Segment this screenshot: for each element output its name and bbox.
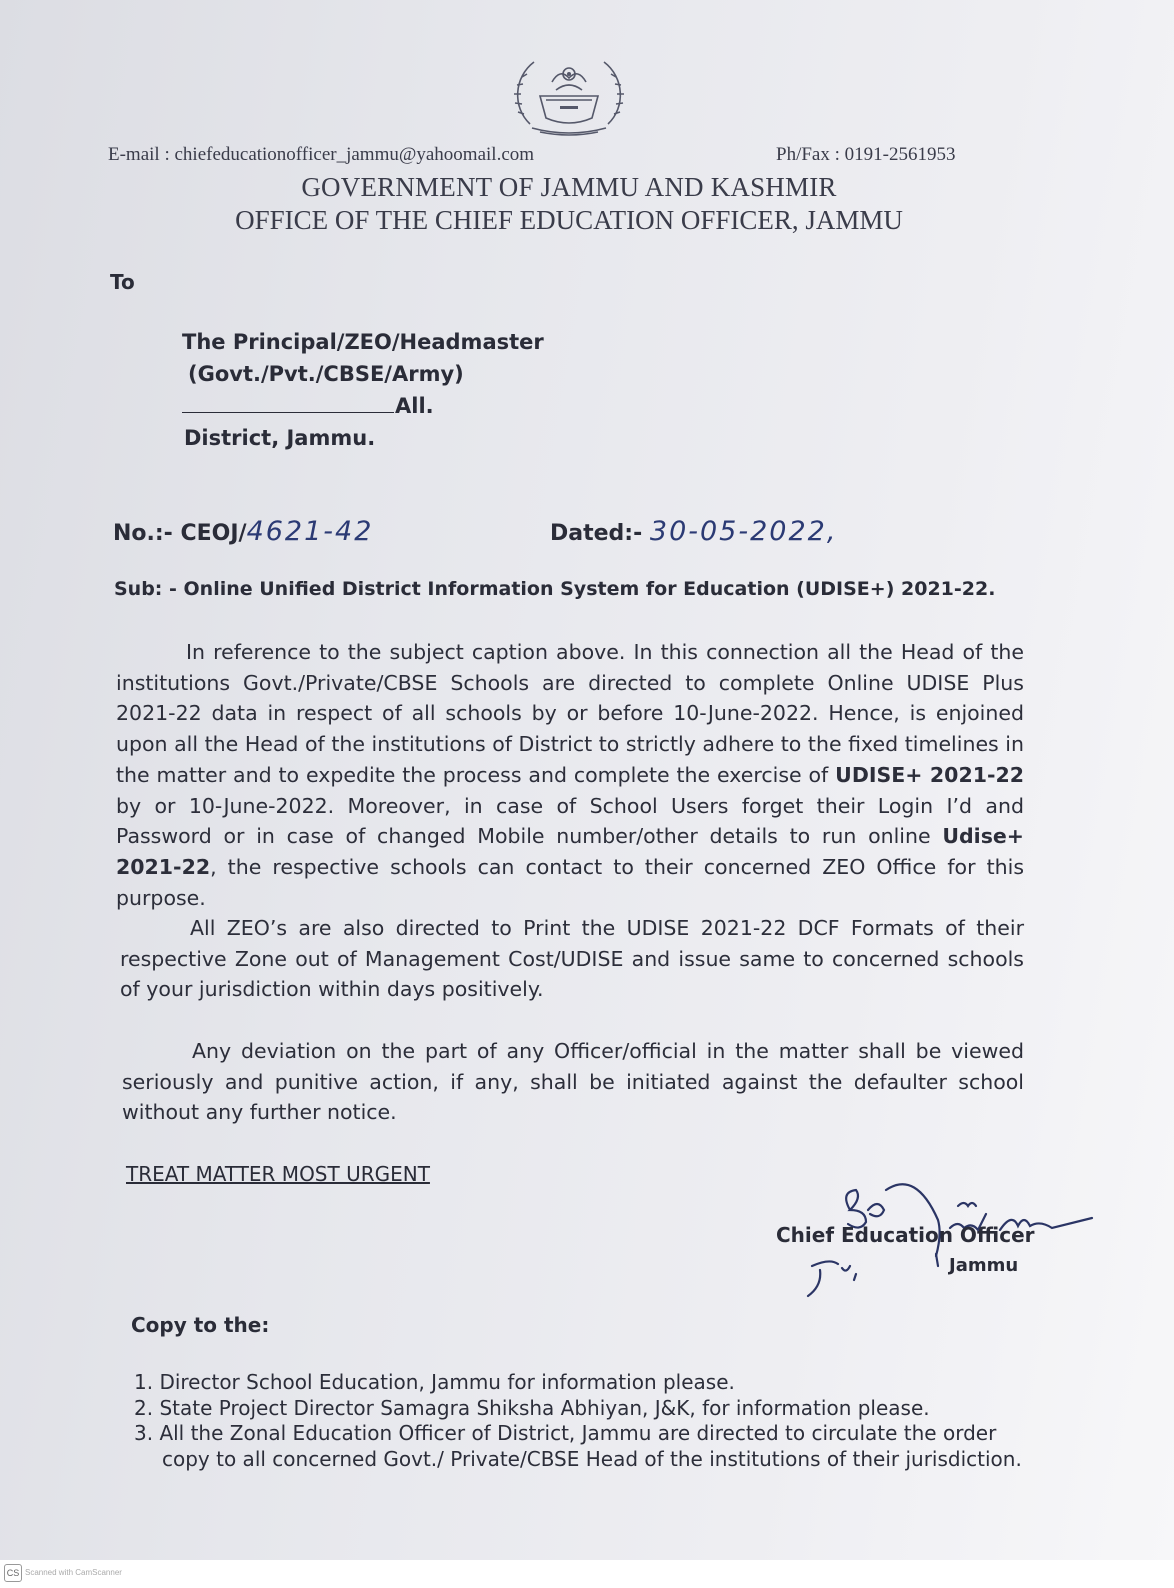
list-item: copy to all concerned Govt./ Private/CBSE Head of the institutions of their jurisdiction.: [162, 1446, 1022, 1471]
body-paragraph-1: [116, 637, 1024, 913]
phone-fax-text: Ph/Fax : 0191-2561953: [776, 144, 956, 165]
p1-text-a: In reference to the subject caption above. In this connection all the Head of the institutions Govt./Private/CBSE Schools are directed to complete Online UDISE Plus 2021-22 data in respect of all schools by or before 10-June-2022. Hence, is enjoined upon all the Head of the institutions of District to strictly adhere to the fixed timelines in the matter and to expedite the process and complete the exercise of: [116, 640, 1024, 787]
addressee-all-text: All.: [395, 394, 434, 418]
p3-text: Any deviation on the part of any Officer/official in the matter shall be viewed seriously and punitive action, if any, shall be initiated against the defaulter school without any further notice.: [122, 1039, 1024, 1125]
signatory-title: Chief Education Officer: [776, 1223, 1035, 1247]
list-item: 1. Director School Education, Jammu for information please.: [134, 1370, 735, 1394]
addressee-line-3: [182, 394, 434, 418]
blank-line: [182, 394, 394, 413]
p1-bold-udise: UDISE+ 2021-22: [835, 762, 1025, 787]
email-text: E-mail : chiefeducationofficer_jammu@yahoomail.com: [108, 144, 535, 165]
scanner-footer-text: Scanned with CamScanner: [25, 1568, 122, 1577]
body-paragraph-2: [120, 913, 1024, 1005]
signatory-place: Jammu: [949, 1255, 1019, 1276]
reference-number-handwritten: 4621-42: [246, 516, 374, 547]
copy-to-heading: Copy to the:: [131, 1313, 270, 1337]
list-item: 3. All the Zonal Education Officer of District, Jammu are directed to circulate the order: [134, 1421, 997, 1445]
date-label: Dated:-: [550, 521, 643, 546]
body-paragraph-3: [122, 1036, 1024, 1128]
p1-bold-udise-2: Udise+ 2021-22: [116, 824, 1024, 879]
list-item: 2. State Project Director Samagra Shiksha Abhiyan, J&K, for information please.: [134, 1395, 930, 1420]
reference-number: [113, 516, 373, 547]
p1-text-e: , the respective schools can contact to their concerned ZEO Office for this purpose.: [116, 854, 1024, 910]
addressee-line-2: (Govt./Pvt./CBSE/Army): [188, 362, 464, 386]
addressee-line-1: The Principal/ZEO/Headmaster: [182, 330, 544, 354]
copy-to-list: [134, 1370, 1022, 1472]
date-handwritten: 30-05-2022,: [649, 516, 838, 547]
addressee-line-4: District, Jammu.: [184, 426, 376, 450]
camscanner-logo-icon: CS: [4, 1564, 22, 1582]
to-label: To: [110, 270, 135, 294]
state-emblem-icon: [510, 52, 628, 136]
government-heading: GOVERNMENT OF JAMMU AND KASHMIR: [301, 172, 837, 202]
reference-number-label: No.:- CEOJ/: [113, 521, 247, 546]
scanner-footer: [0, 1560, 1174, 1588]
urgent-note: TREAT MATTER MOST URGENT: [126, 1162, 430, 1186]
subject-line: Sub: - Online Unified District Information System for Education (UDISE+) 2021-22.: [114, 578, 996, 600]
p1-text-c: by or 10-June-2022. Moreover, in case of School Users forget their Login I’d and Password or in case of changed Mobile number/other details to run online: [116, 793, 1024, 849]
date-field: [550, 516, 837, 547]
p2-text: All ZEO’s are also directed to Print the UDISE 2021-22 DCF Formats of their respective Zone out of Management Cost/UDISE and issue same to concerned schools of your jurisdiction within days positively.: [120, 916, 1024, 1002]
office-heading: OFFICE OF THE CHIEF EDUCATION OFFICER, JAMMU: [235, 205, 903, 235]
